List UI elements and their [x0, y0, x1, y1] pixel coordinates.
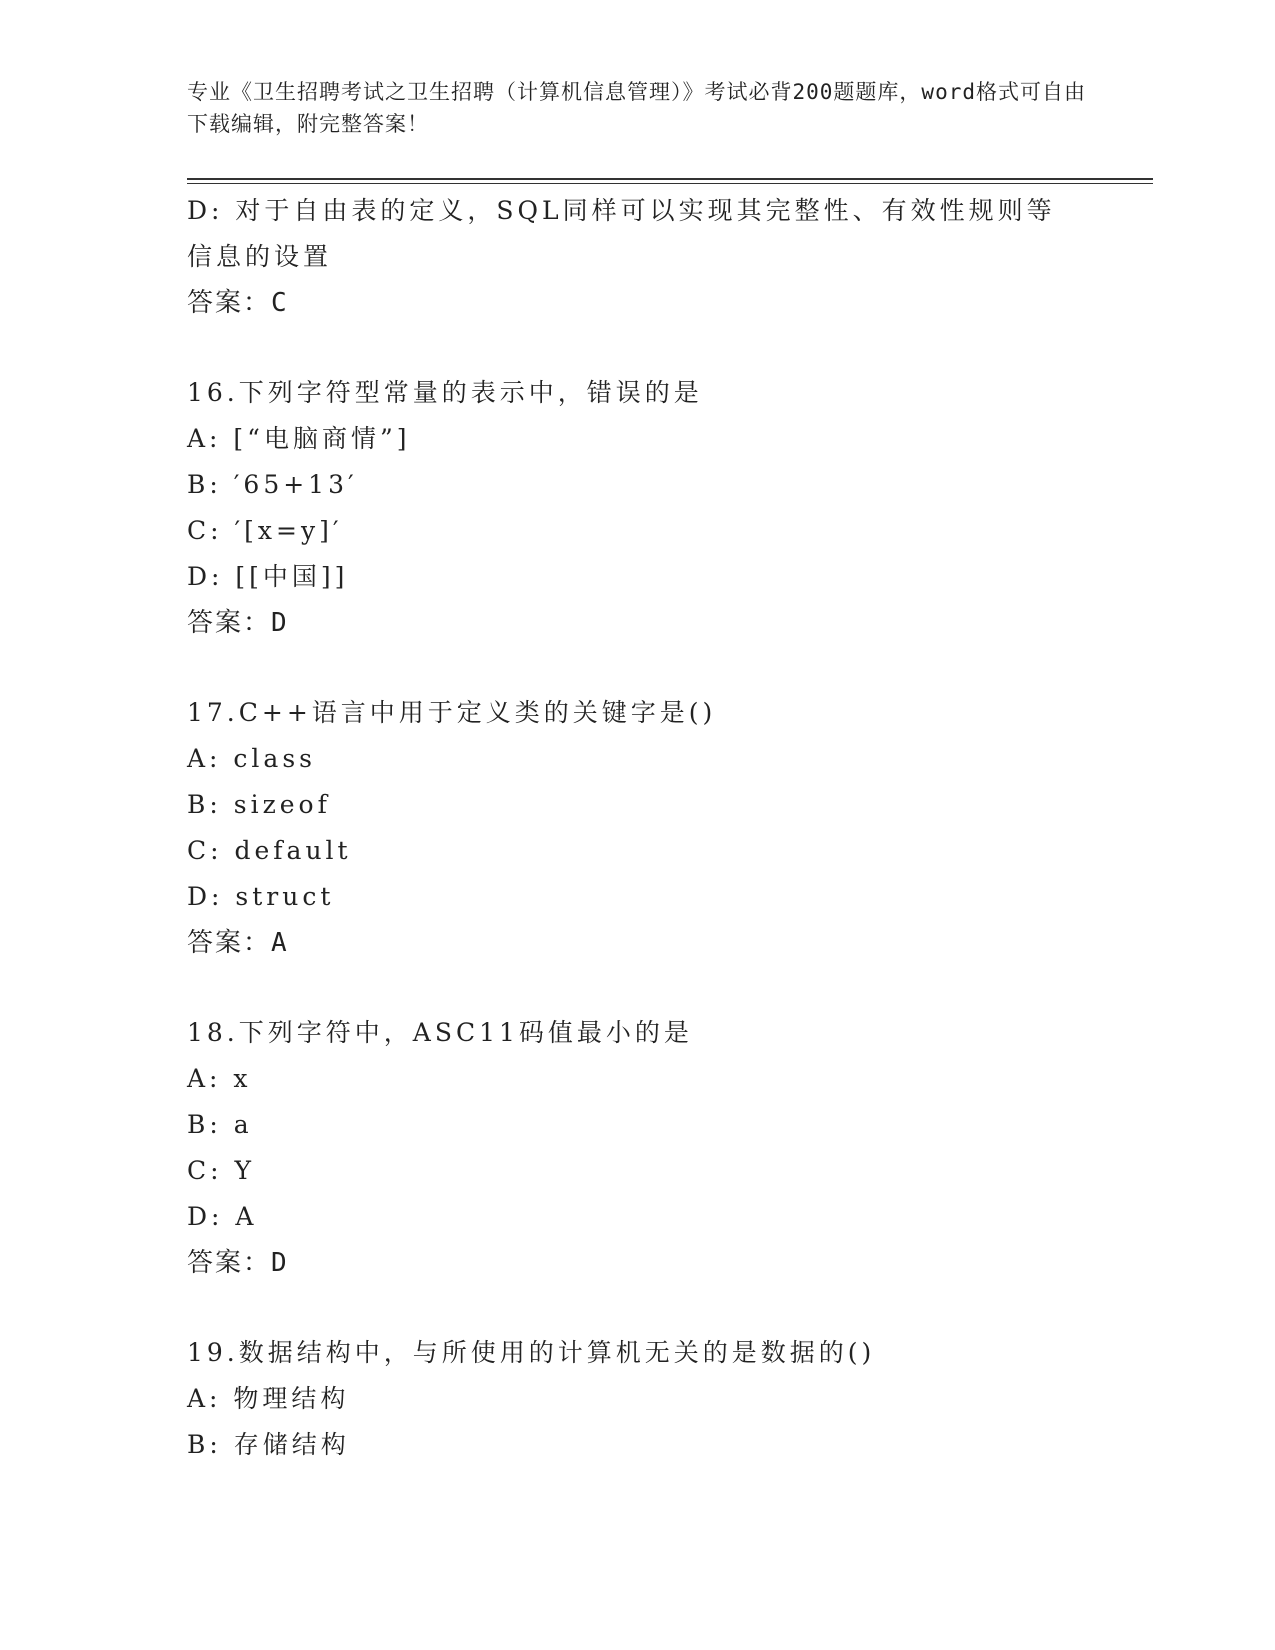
question-list	[187, 188, 1087, 1468]
option-c: C: default	[187, 836, 352, 865]
document-header: 专业《卫生招聘考试之卫生招聘（计算机信息管理）》考试必背200题题库，word格式可自由下载编辑，附完整答案！	[187, 80, 1086, 136]
answer-line: 答案：D	[187, 1248, 289, 1278]
option-b: B: ′65+13′	[187, 470, 358, 499]
answer-line: 答案：C	[187, 288, 289, 318]
question-19	[187, 1330, 1087, 1468]
option-a: A: 物理结构	[187, 1384, 350, 1413]
question-18	[187, 1010, 1087, 1286]
question-16	[187, 370, 1087, 646]
option-b: B: a	[187, 1110, 253, 1139]
option-b: B: 存储结构	[187, 1430, 350, 1459]
answer-line: 答案：A	[187, 928, 289, 958]
header-rule-thick	[187, 178, 1153, 180]
answer-line: 答案：D	[187, 608, 289, 638]
option-d-continued: D: 对于自由表的定义，SQL同样可以实现其完整性、有效性规则等信息的设置	[187, 196, 1056, 271]
question-stem: 19.数据结构中，与所使用的计算机无关的是数据的()	[187, 1338, 876, 1367]
option-a: A: x	[187, 1064, 252, 1093]
option-a: A: [“电脑商情”]	[187, 424, 411, 453]
option-c: C: ′[x=y]′	[187, 516, 343, 545]
question-stem: 18.下列字符中，ASC11码值最小的是	[187, 1018, 693, 1047]
option-d: D: A	[187, 1202, 258, 1231]
option-b: B: sizeof	[187, 790, 331, 819]
option-d: D: struct	[187, 882, 335, 911]
question-17	[187, 690, 1087, 966]
header-rule-thin	[187, 183, 1153, 184]
option-d: D: [[中国]]	[187, 562, 349, 591]
question-stem: 16.下列字符型常量的表示中，错误的是	[187, 378, 703, 407]
option-c: C: Y	[187, 1156, 256, 1185]
option-a: A: class	[187, 744, 316, 773]
question-stem: 17.C++语言中用于定义类的关键字是()	[187, 698, 717, 727]
